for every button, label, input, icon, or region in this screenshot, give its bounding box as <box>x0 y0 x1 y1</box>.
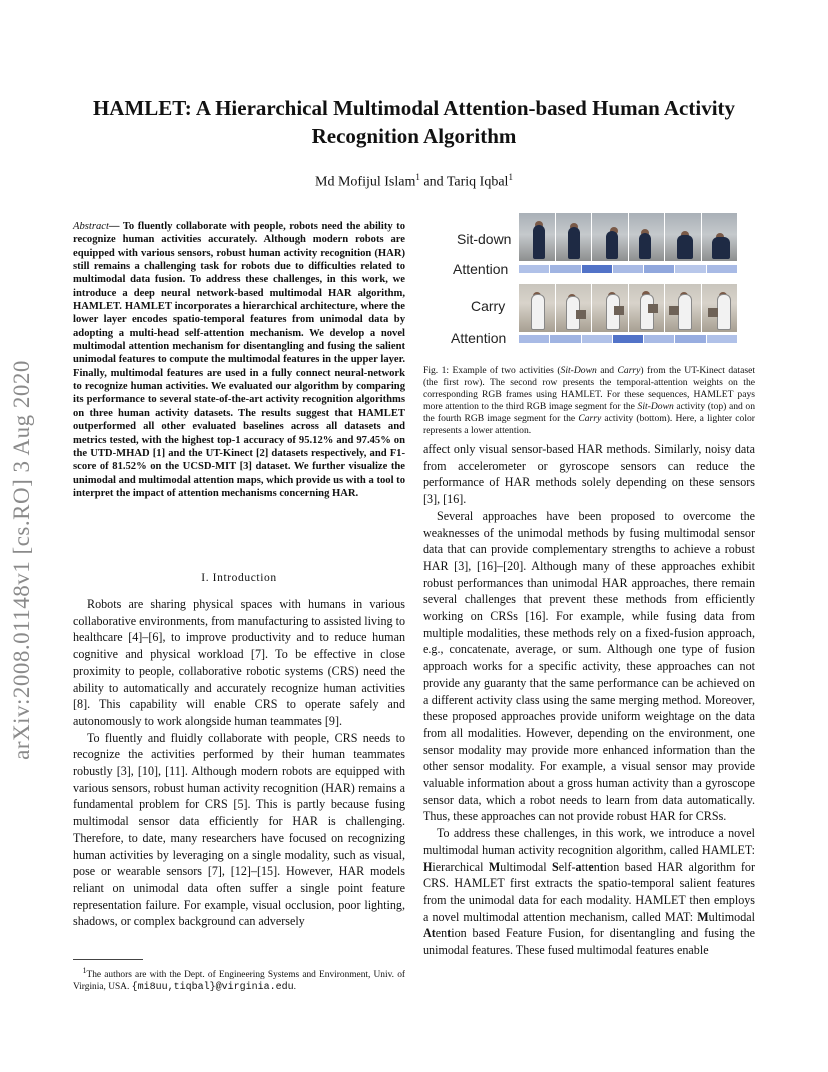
acronym-letter: At <box>423 926 436 941</box>
attention-segment <box>550 265 580 273</box>
footnote-divider <box>73 959 143 960</box>
body-text: tt <box>581 859 589 874</box>
body-text: ierarchical <box>432 859 489 874</box>
abstract-label: Abstract <box>73 221 109 232</box>
attention-segment <box>519 265 549 273</box>
attention-segment <box>613 265 643 273</box>
caption-text: Example of two activities ( <box>452 365 561 376</box>
arxiv-identifier-text: arXiv:2008.01148v1 [cs.RO] 3 Aug 2020 <box>9 360 34 760</box>
footnote-text: The authors are with the Dept. of Engineering Systems and Environment, Univ. of Virginia, USA. <box>73 970 406 993</box>
attention-segment <box>519 335 549 343</box>
caption-text: and <box>596 365 618 376</box>
video-frame <box>702 284 738 332</box>
carry-attention-bar <box>519 335 737 343</box>
caption-emph: Sit-Down <box>560 365 597 376</box>
abstract-dash: — <box>108 221 123 232</box>
caption-text: activity (bottom). Here, a lighter color represents a lower attention. <box>423 413 755 437</box>
attention-segment <box>613 335 643 343</box>
label-attention: Attention <box>451 330 507 346</box>
attention-segment <box>644 335 674 343</box>
footnote <box>73 965 405 994</box>
author-list <box>60 172 768 191</box>
caption-text: ) from the UT-Kinect dataset (the first row). The second row presents the temporal-attention weights on the corresponding RGB frames using HAMLET. For these sequences, HAMLET pays more attention to the third RGB image segment for the <box>423 365 755 413</box>
left-column-body <box>73 596 405 930</box>
figure-1 <box>423 206 753 356</box>
attention-segment <box>582 335 612 343</box>
attention-segment <box>582 265 612 273</box>
body-text: ultimodal <box>708 909 755 924</box>
carry-frames <box>519 284 737 332</box>
attention-segment <box>550 335 580 343</box>
body-text: To address these challenges, in this work, we introduce a novel multimodal human activity recognition algorithm, called HAMLET: <box>423 826 755 857</box>
acronym-letter: a <box>575 859 582 874</box>
body-text: elf- <box>558 859 576 874</box>
label-sit-down: Sit-down <box>457 231 512 247</box>
author-name: Md Mofijul Islam <box>315 174 416 190</box>
video-frame <box>519 213 555 261</box>
sit-down-frames <box>519 213 737 261</box>
body-text: en <box>435 926 448 941</box>
body-text: ion based HAR algorithm for CRS. HAMLET first extracts the spatio-temporal salient features from the unimodal data for each modality. HAMLET then employs a novel multimodal attention mechanism, called MAT: <box>423 859 755 924</box>
video-frame <box>665 284 701 332</box>
caption-emph: Carry <box>617 365 641 376</box>
affiliation-mark: 1 <box>508 172 513 182</box>
video-frame <box>556 284 592 332</box>
body-text: n <box>593 859 600 874</box>
attention-segment <box>707 265 737 273</box>
caption-label: Fig. 1: <box>423 365 453 376</box>
video-frame <box>702 213 738 261</box>
acronym-letter: S <box>552 859 559 874</box>
body-text: ion based Feature Fusion, for disentangling and fusing the unimodal features. These fused multimodal features enable <box>423 926 755 958</box>
video-frame <box>556 213 592 261</box>
sit-down-attention-bar <box>519 265 737 273</box>
body-paragraph: Several approaches have been proposed to overcome the weaknesses of the unimodal methods by fusing multimodal sensor data that can provide complementary strengths to achieve a robust HAR [3], [16]–[20]. Although many of these approaches exhibit robust performances than unimodal HAR approaches, there remain several challenges that prevent these methods from efficiently working on CRSs [16]. For example, while fusing data from multiple modalities, these methods rely on a fixed-fusion approach, e.g., concatenate, average, or sum. Although one type of fusion approach works for a specific activity, these approaches can not provide any guaranty that the same performance can be achieved on a different activity class using the same merging method. Moreover, these proposed approaches provide uniform weightage on the data from all modalities. However, depending on the environment, one sensor modality may provide more enhanced information than the other sensor modality. For example, a visual sensor may provide valuable information about a gross human activity than a gyroscope sensor data, which a robot needs to learn from data automatically. Thus, these approaches can not provide robust HAR for CRSs. <box>423 508 755 824</box>
body-paragraph: affect only visual sensor-based HAR methods. Similarly, noisy data from accelerometer or gyroscope sensors can reduce the performance of HAR methods solely depending on these sensors [3], [16]. <box>423 442 755 507</box>
body-paragraph <box>423 825 755 959</box>
abstract <box>73 220 405 500</box>
body-paragraph: Robots are sharing physical spaces with humans in various collaborative environments, from manufacturing to assisted living to healthcare [4]–[6], to improve productivity and to reduce human cognitive and physical workload [7]. To be effective in close proximity to people, collaborative robotic systems (CRS) need the ability to automatically and accurately recognize human activities [8]. This capability will enable CRS to operate safely and autonomously to work alongside human teammates [9]. <box>73 597 405 728</box>
section-heading: I. Introduction <box>201 572 277 584</box>
video-frame <box>629 213 665 261</box>
acronym-letter: H <box>423 859 433 874</box>
attention-segment <box>644 265 674 273</box>
author-name: Tariq Iqbal <box>446 174 509 190</box>
acronym-letter: t <box>447 926 452 941</box>
paper-title-line-1: HAMLET: A Hierarchical Multimodal Attention-based Human Activity <box>92 96 736 120</box>
figure-caption <box>423 365 755 438</box>
paper-title <box>60 94 768 150</box>
footnote-mark: 1 <box>82 966 87 975</box>
acronym-letter: M <box>488 859 501 874</box>
attention-segment <box>675 265 705 273</box>
label-carry: Carry <box>471 298 506 314</box>
acronym-letter: t <box>599 859 604 874</box>
caption-emph: Carry <box>578 413 602 425</box>
video-frame <box>665 213 701 261</box>
acronym-letter: M <box>697 909 709 924</box>
caption-text: activity (top) and on the fourth RGB image segment for the <box>423 401 755 425</box>
caption-emph: Sit-Down <box>637 401 674 413</box>
video-frame <box>592 213 628 261</box>
abstract-text: To fluently collaborate with people, robots need the ability to recognize human activities accurately. Although modern robots are equipped with various sensors, robust human activity recognition (HAR) still remains a challenging task for robots due to difficulties related to multimodal data fusion. To address these challenges, in this work, we introduce a deep neural network-based multimodal HAR algorithm, HAMLET. HAMLET incorporates a hierarchical architecture, where the lower layer encodes spatio-temporal features from unimodal data by adopting a multi-head self-attention mechanism. We develop a novel multimodal attention mechanism for disentangling and fusing the salient unimodal features to compute the multimodal features in the upper layer. Finally, multimodal features are used in a fully connect neural-network to recognize human activities. We evaluated our algorithm by comparing its performance to several state-of-the-art activity recognition algorithms on three human activity datasets. The results suggest that HAMLET outperformed all other evaluated baselines across all datasets and metrics tested, with the highest top-1 accuracy of 95.12% and 97.45% on the UTD-MHAD [1] and the UT-Kinect [2] datasets respectively, and F1-score of 81.52% on the UCSD-MIT [3] dataset. We further visualize the unimodal and multimodal attention maps, which provide us with a tool to interpret the impact of attention mechanisms concerning HAR. <box>73 221 405 499</box>
right-column-body <box>423 441 755 959</box>
acronym-letter: e <box>588 859 594 874</box>
footnote-email: {mi8uu,tiqbal}@virginia.edu <box>131 982 294 994</box>
attention-segment <box>707 335 737 343</box>
label-attention: Attention <box>453 261 509 277</box>
body-paragraph: To fluently and fluidly collaborate with people, CRS needs to recognize the activities performed by their human teammates robustly [3], [10], [11]. Although modern robots are equipped with various sensors, robust human activity recognition (HAR) remains a fundamental problem for CRS [5]. This is partly because fusing multimodal sensor data efficiently for HAR is challenging. Therefore, to date, many researchers have focused on recognizing human activities by leveraging on a single modality, such as visual, pose or wearable sensors [7], [12]–[15]. However, HAR models reliant on unimodal data often suffer a single point feature representation failure. For example, visual occlusion, poor lighting, shadows, or complex background can adversely <box>73 730 405 929</box>
attention-segment <box>675 335 705 343</box>
video-frame <box>519 284 555 332</box>
body-text: ultimodal <box>500 859 553 874</box>
video-frame <box>592 284 628 332</box>
video-frame <box>629 284 665 332</box>
affiliation-mark: 1 <box>415 172 420 182</box>
paper-title-line-2: Recognition Algorithm <box>311 124 517 148</box>
footnote-end: . <box>293 982 297 993</box>
author-separator: and <box>419 174 447 190</box>
